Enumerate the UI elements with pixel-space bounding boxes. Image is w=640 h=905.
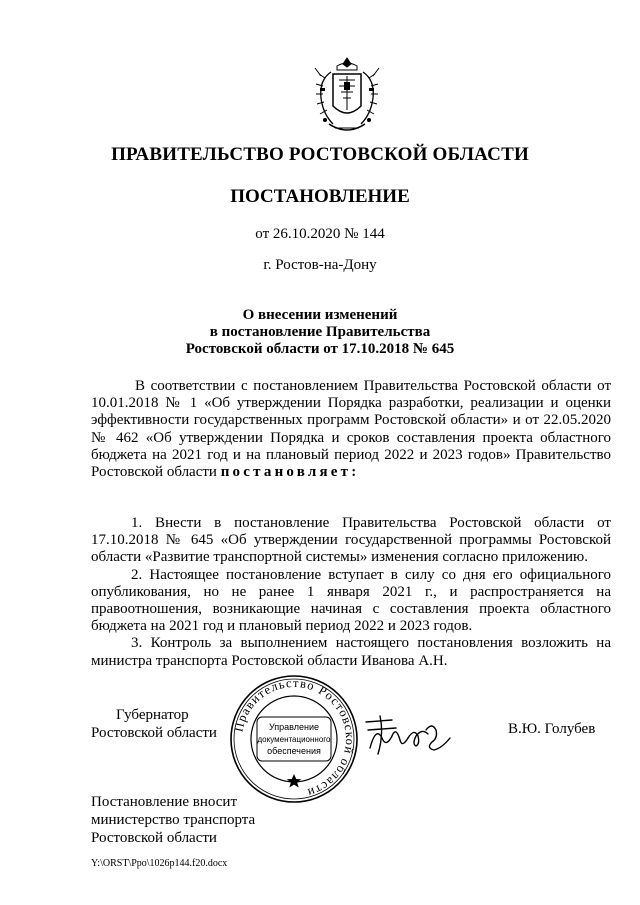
submitted-by-line: Постановление вносит bbox=[91, 794, 238, 810]
stamp-center-line: обеспечения bbox=[267, 746, 321, 756]
submitted-by-line: министерство транспорта bbox=[91, 812, 256, 828]
stamp-center-line: Управление bbox=[268, 722, 320, 732]
signer-title-line: Губернатор bbox=[116, 707, 189, 723]
official-stamp bbox=[228, 673, 360, 805]
government-name: ПРАВИТЕЛЬСТВО РОСТОВСКОЙ ОБЛАСТИ bbox=[111, 144, 529, 165]
subject-line: О внесении изменений bbox=[242, 307, 398, 323]
stamp-center-line: документационного bbox=[257, 735, 331, 744]
signer-name: В.Ю. Голубев bbox=[508, 721, 596, 737]
coat-of-arms-icon bbox=[311, 54, 383, 138]
submitted-by bbox=[91, 793, 255, 847]
resolution-items bbox=[91, 515, 611, 670]
file-path: Y:\ORST\Ppo\1026p144.f20.docx bbox=[91, 858, 228, 869]
signer-title-line: Ростовской области bbox=[91, 725, 217, 741]
preamble-paragraph bbox=[91, 378, 611, 481]
document-city: г. Ростов-на-Дону bbox=[263, 257, 377, 273]
resolves-word: постановляет: bbox=[220, 464, 360, 481]
resolution-item: 3. Контроль за выполнением настоящего постановления возложить на министра транспорта Ростовской области Иванова А.Н. bbox=[91, 635, 611, 669]
subject-line: в постановление Правительства bbox=[209, 324, 431, 340]
star-icon bbox=[287, 774, 301, 788]
resolution-item: 1. Внести в постановление Правительства Ростовской области от 17.10.2018 № 645 «Об утверждении государственной программы Ростовской области «Развитие транспортной системы» изменения согласно приложению. bbox=[91, 515, 611, 566]
subject-line: Ростовской области от 17.10.2018 № 645 bbox=[185, 341, 455, 357]
document-type: ПОСТАНОВЛЕНИЕ bbox=[230, 186, 410, 207]
preamble-text: В соответствии с постановлением Правительства Ростовской области от 10.01.2018 № 1 «Об утверждении Порядка разработки, реализации и оценки эффективности государственных программ Ростовской области» и от 22.05.2020 № 462 «Об утверждении Порядка и сроков составления проекта областного бюджета на 2021 год и на плановый период 2022 и 2023 годов» Правительство Ростовской области bbox=[91, 378, 611, 481]
submitted-by-line: Ростовской области bbox=[91, 830, 217, 846]
resolution-item: 2. Настоящее постановление вступает в силу со дня его официального опубликования, но не ранее 1 января 2021 г., и распространяется на правоотношения, возникающие начиная с составления проекта областного бюджета на 2021 год и плановый период 2022 и 2023 годов. bbox=[91, 566, 611, 635]
stamp-ring-text: Правительство Ростовской области bbox=[231, 675, 358, 801]
document-date-number: от 26.10.2020 № 144 bbox=[255, 226, 385, 242]
document-subject bbox=[0, 307, 640, 358]
handwritten-signature bbox=[362, 708, 454, 760]
signer-title bbox=[91, 706, 217, 742]
